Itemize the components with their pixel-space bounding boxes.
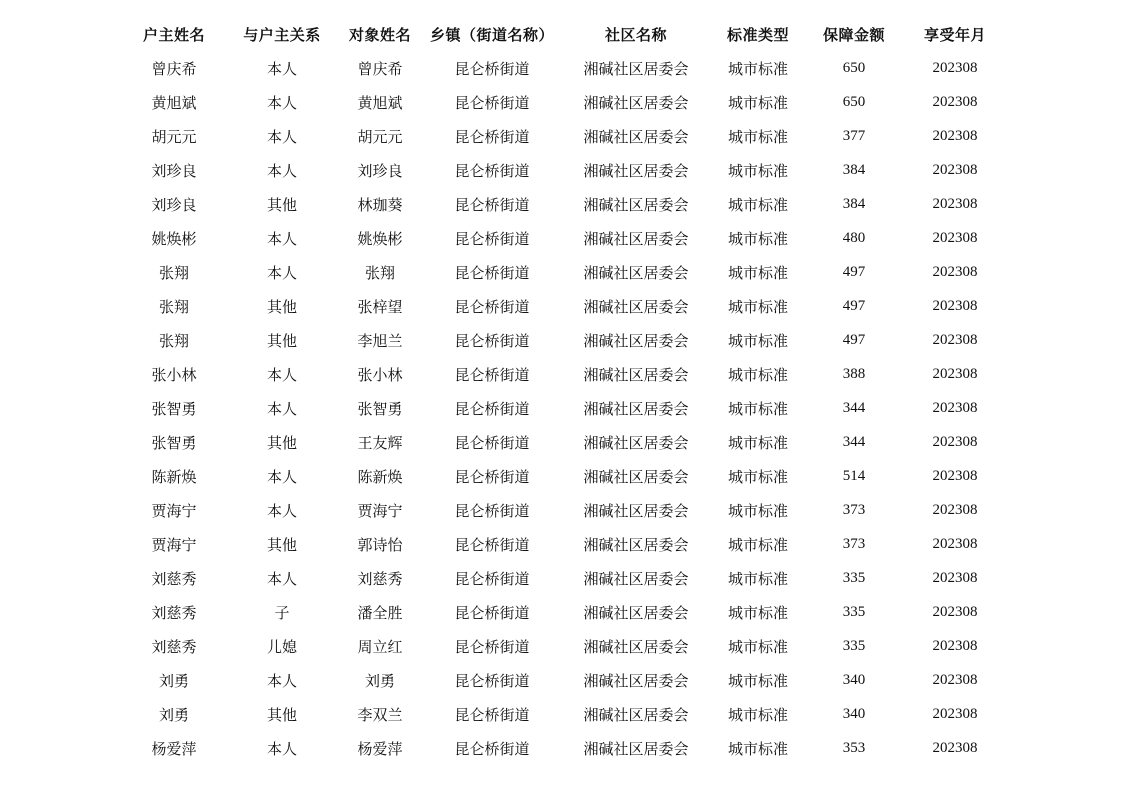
- table-row: [118, 697, 1004, 731]
- cell-benefit-amount: 650: [842, 93, 866, 110]
- cell-benefit-amount: 335: [842, 637, 866, 654]
- cell-township-street: 昆仑桥街道: [454, 127, 530, 146]
- cell-community-name: 湘碱社区居委会: [583, 637, 689, 656]
- cell-relationship: 子: [274, 603, 290, 622]
- cell-standard-type: 城市标准: [727, 195, 788, 214]
- cell-benefit-month: 202308: [932, 229, 978, 246]
- cell-standard-type: 城市标准: [727, 365, 788, 384]
- cell-recipient-name: 潘全胜: [357, 603, 403, 622]
- cell-township-street: 昆仑桥街道: [454, 739, 530, 758]
- cell-relationship: 本人: [266, 501, 297, 520]
- cell-householder-name: 刘慈秀: [151, 569, 197, 588]
- cell-township-street: 昆仑桥街道: [454, 399, 530, 418]
- cell-township-street: 昆仑桥街道: [454, 433, 530, 452]
- cell-community-name: 湘碱社区居委会: [583, 195, 689, 214]
- cell-recipient-name: 王友辉: [357, 433, 403, 452]
- table-row: [118, 323, 1004, 357]
- cell-relationship: 本人: [266, 399, 297, 418]
- cell-relationship: 本人: [266, 365, 297, 384]
- cell-relationship: 本人: [266, 161, 297, 180]
- cell-benefit-amount: 344: [842, 399, 866, 416]
- cell-benefit-amount: 373: [842, 501, 866, 518]
- cell-township-street: 昆仑桥街道: [454, 501, 530, 520]
- cell-benefit-month: 202308: [932, 59, 978, 76]
- cell-community-name: 湘碱社区居委会: [583, 161, 689, 180]
- cell-recipient-name: 刘慈秀: [357, 569, 403, 588]
- cell-township-street: 昆仑桥街道: [454, 569, 530, 588]
- cell-relationship: 其他: [266, 297, 297, 316]
- cell-relationship: 本人: [266, 467, 297, 486]
- table-row: [118, 527, 1004, 561]
- table-row: [118, 731, 1004, 765]
- cell-community-name: 湘碱社区居委会: [583, 433, 689, 452]
- cell-benefit-month: 202308: [932, 93, 978, 110]
- table-row: [118, 51, 1004, 85]
- cell-benefit-month: 202308: [932, 297, 978, 314]
- cell-township-street: 昆仑桥街道: [454, 59, 530, 78]
- cell-benefit-month: 202308: [932, 127, 978, 144]
- cell-benefit-amount: 353: [842, 739, 866, 756]
- cell-community-name: 湘碱社区居委会: [583, 297, 689, 316]
- cell-householder-name: 张小林: [151, 365, 197, 384]
- cell-recipient-name: 张梓望: [357, 297, 403, 316]
- cell-standard-type: 城市标准: [727, 501, 788, 520]
- cell-benefit-month: 202308: [932, 467, 978, 484]
- cell-householder-name: 黄旭斌: [151, 93, 197, 112]
- cell-township-street: 昆仑桥街道: [454, 229, 530, 248]
- table-header: [118, 17, 1004, 51]
- table-row: [118, 85, 1004, 119]
- cell-community-name: 湘碱社区居委会: [583, 93, 689, 112]
- cell-standard-type: 城市标准: [727, 161, 788, 180]
- cell-standard-type: 城市标准: [727, 433, 788, 452]
- cell-recipient-name: 李旭兰: [357, 331, 403, 350]
- table-row: [118, 153, 1004, 187]
- cell-benefit-month: 202308: [932, 501, 978, 518]
- cell-relationship: 其他: [266, 331, 297, 350]
- cell-benefit-month: 202308: [932, 535, 978, 552]
- cell-community-name: 湘碱社区居委会: [583, 127, 689, 146]
- table-body: [118, 51, 1004, 765]
- cell-benefit-month: 202308: [932, 603, 978, 620]
- cell-householder-name: 刘勇: [158, 671, 189, 690]
- cell-township-street: 昆仑桥街道: [454, 263, 530, 282]
- cell-householder-name: 刘珍良: [151, 161, 197, 180]
- cell-community-name: 湘碱社区居委会: [583, 705, 689, 724]
- cell-benefit-amount: 497: [842, 263, 866, 280]
- cell-township-street: 昆仑桥街道: [454, 467, 530, 486]
- cell-benefit-month: 202308: [932, 637, 978, 654]
- cell-township-street: 昆仑桥街道: [454, 705, 530, 724]
- cell-township-street: 昆仑桥街道: [454, 297, 530, 316]
- table-row: [118, 425, 1004, 459]
- cell-standard-type: 城市标准: [727, 535, 788, 554]
- table-row: [118, 629, 1004, 663]
- cell-householder-name: 张智勇: [151, 399, 197, 418]
- cell-relationship: 本人: [266, 263, 297, 282]
- header-benefit-month: 享受年月: [923, 25, 986, 44]
- cell-recipient-name: 周立红: [357, 637, 403, 656]
- cell-benefit-amount: 388: [842, 365, 866, 382]
- cell-standard-type: 城市标准: [727, 127, 788, 146]
- cell-community-name: 湘碱社区居委会: [583, 399, 689, 418]
- cell-benefit-month: 202308: [932, 263, 978, 280]
- cell-benefit-month: 202308: [932, 399, 978, 416]
- cell-standard-type: 城市标准: [727, 399, 788, 418]
- header-householder-name: 户主姓名: [142, 25, 205, 44]
- cell-householder-name: 刘珍良: [151, 195, 197, 214]
- cell-township-street: 昆仑桥街道: [454, 603, 530, 622]
- cell-recipient-name: 郭诗怡: [357, 535, 403, 554]
- table-row: [118, 289, 1004, 323]
- cell-relationship: 本人: [266, 93, 297, 112]
- cell-township-street: 昆仑桥街道: [454, 637, 530, 656]
- table-row: [118, 561, 1004, 595]
- cell-benefit-amount: 335: [842, 569, 866, 586]
- cell-relationship: 本人: [266, 59, 297, 78]
- cell-benefit-month: 202308: [932, 195, 978, 212]
- cell-community-name: 湘碱社区居委会: [583, 535, 689, 554]
- table-row: [118, 187, 1004, 221]
- cell-householder-name: 张智勇: [151, 433, 197, 452]
- cell-relationship: 本人: [266, 229, 297, 248]
- cell-recipient-name: 贾海宁: [357, 501, 403, 520]
- cell-relationship: 本人: [266, 569, 297, 588]
- cell-householder-name: 刘慈秀: [151, 637, 197, 656]
- cell-householder-name: 张翔: [158, 263, 189, 282]
- cell-benefit-amount: 340: [842, 705, 866, 722]
- cell-recipient-name: 刘勇: [364, 671, 395, 690]
- cell-recipient-name: 姚焕彬: [357, 229, 403, 248]
- cell-benefit-month: 202308: [932, 433, 978, 450]
- cell-householder-name: 刘勇: [158, 705, 189, 724]
- cell-standard-type: 城市标准: [727, 93, 788, 112]
- cell-community-name: 湘碱社区居委会: [583, 263, 689, 282]
- assistance-roster-table: [118, 17, 1004, 765]
- cell-householder-name: 刘慈秀: [151, 603, 197, 622]
- table-row: [118, 493, 1004, 527]
- cell-relationship: 其他: [266, 433, 297, 452]
- cell-benefit-amount: 344: [842, 433, 866, 450]
- cell-community-name: 湘碱社区居委会: [583, 739, 689, 758]
- cell-benefit-amount: 650: [842, 59, 866, 76]
- cell-benefit-month: 202308: [932, 331, 978, 348]
- cell-householder-name: 张翔: [158, 297, 189, 316]
- header-township-street: 乡镇（街道名称）: [429, 25, 554, 44]
- table-row: [118, 663, 1004, 697]
- cell-benefit-amount: 480: [842, 229, 866, 246]
- cell-recipient-name: 张智勇: [357, 399, 403, 418]
- cell-standard-type: 城市标准: [727, 569, 788, 588]
- table-row: [118, 595, 1004, 629]
- cell-community-name: 湘碱社区居委会: [583, 331, 689, 350]
- cell-township-street: 昆仑桥街道: [454, 365, 530, 384]
- cell-benefit-month: 202308: [932, 705, 978, 722]
- cell-standard-type: 城市标准: [727, 331, 788, 350]
- cell-benefit-amount: 335: [842, 603, 866, 620]
- cell-standard-type: 城市标准: [727, 229, 788, 248]
- table-row: [118, 459, 1004, 493]
- cell-community-name: 湘碱社区居委会: [583, 229, 689, 248]
- table-row: [118, 119, 1004, 153]
- table-row: [118, 255, 1004, 289]
- cell-householder-name: 姚焕彬: [151, 229, 197, 248]
- cell-benefit-amount: 497: [842, 297, 866, 314]
- cell-benefit-month: 202308: [932, 671, 978, 688]
- cell-community-name: 湘碱社区居委会: [583, 59, 689, 78]
- cell-township-street: 昆仑桥街道: [454, 93, 530, 112]
- cell-standard-type: 城市标准: [727, 59, 788, 78]
- cell-householder-name: 曾庆希: [151, 59, 197, 78]
- cell-community-name: 湘碱社区居委会: [583, 467, 689, 486]
- cell-householder-name: 张翔: [158, 331, 189, 350]
- cell-householder-name: 陈新焕: [151, 467, 197, 486]
- cell-recipient-name: 杨爱萍: [357, 739, 403, 758]
- cell-benefit-month: 202308: [932, 569, 978, 586]
- cell-relationship: 儿媳: [266, 637, 297, 656]
- header-standard-type: 标准类型: [726, 25, 789, 44]
- cell-township-street: 昆仑桥街道: [454, 331, 530, 350]
- cell-benefit-amount: 384: [842, 195, 866, 212]
- cell-recipient-name: 张小林: [357, 365, 403, 384]
- cell-recipient-name: 曾庆希: [357, 59, 403, 78]
- cell-householder-name: 贾海宁: [151, 535, 197, 554]
- table-row: [118, 221, 1004, 255]
- cell-relationship: 本人: [266, 671, 297, 690]
- cell-recipient-name: 林珈葵: [357, 195, 403, 214]
- cell-householder-name: 贾海宁: [151, 501, 197, 520]
- cell-benefit-month: 202308: [932, 161, 978, 178]
- cell-township-street: 昆仑桥街道: [454, 535, 530, 554]
- cell-recipient-name: 张翔: [364, 263, 395, 282]
- cell-community-name: 湘碱社区居委会: [583, 671, 689, 690]
- cell-standard-type: 城市标准: [727, 263, 788, 282]
- cell-relationship: 其他: [266, 195, 297, 214]
- cell-township-street: 昆仑桥街道: [454, 195, 530, 214]
- cell-benefit-month: 202308: [932, 365, 978, 382]
- table-row: [118, 391, 1004, 425]
- cell-standard-type: 城市标准: [727, 297, 788, 316]
- cell-recipient-name: 刘珍良: [357, 161, 403, 180]
- cell-community-name: 湘碱社区居委会: [583, 603, 689, 622]
- cell-benefit-amount: 377: [842, 127, 866, 144]
- cell-township-street: 昆仑桥街道: [454, 671, 530, 690]
- cell-community-name: 湘碱社区居委会: [583, 365, 689, 384]
- cell-recipient-name: 陈新焕: [357, 467, 403, 486]
- cell-standard-type: 城市标准: [727, 671, 788, 690]
- header-recipient-name: 对象姓名: [348, 25, 411, 44]
- cell-householder-name: 杨爱萍: [151, 739, 197, 758]
- cell-benefit-month: 202308: [932, 739, 978, 756]
- cell-standard-type: 城市标准: [727, 705, 788, 724]
- cell-householder-name: 胡元元: [151, 127, 197, 146]
- assistance-roster-sheet: [118, 17, 1004, 765]
- cell-relationship: 本人: [266, 127, 297, 146]
- cell-benefit-amount: 373: [842, 535, 866, 552]
- cell-standard-type: 城市标准: [727, 603, 788, 622]
- cell-benefit-amount: 514: [842, 467, 866, 484]
- header-row: [118, 17, 1004, 51]
- cell-relationship: 本人: [266, 739, 297, 758]
- cell-standard-type: 城市标准: [727, 467, 788, 486]
- header-community-name: 社区名称: [604, 25, 667, 44]
- cell-relationship: 其他: [266, 535, 297, 554]
- cell-relationship: 其他: [266, 705, 297, 724]
- cell-recipient-name: 胡元元: [357, 127, 403, 146]
- header-relationship: 与户主关系: [243, 25, 321, 44]
- cell-recipient-name: 黄旭斌: [357, 93, 403, 112]
- cell-community-name: 湘碱社区居委会: [583, 501, 689, 520]
- cell-benefit-amount: 384: [842, 161, 866, 178]
- cell-township-street: 昆仑桥街道: [454, 161, 530, 180]
- cell-benefit-amount: 497: [842, 331, 866, 348]
- cell-benefit-amount: 340: [842, 671, 866, 688]
- cell-standard-type: 城市标准: [727, 637, 788, 656]
- table-row: [118, 357, 1004, 391]
- cell-community-name: 湘碱社区居委会: [583, 569, 689, 588]
- cell-recipient-name: 李双兰: [357, 705, 403, 724]
- header-benefit-amount: 保障金额: [822, 25, 885, 44]
- cell-standard-type: 城市标准: [727, 739, 788, 758]
